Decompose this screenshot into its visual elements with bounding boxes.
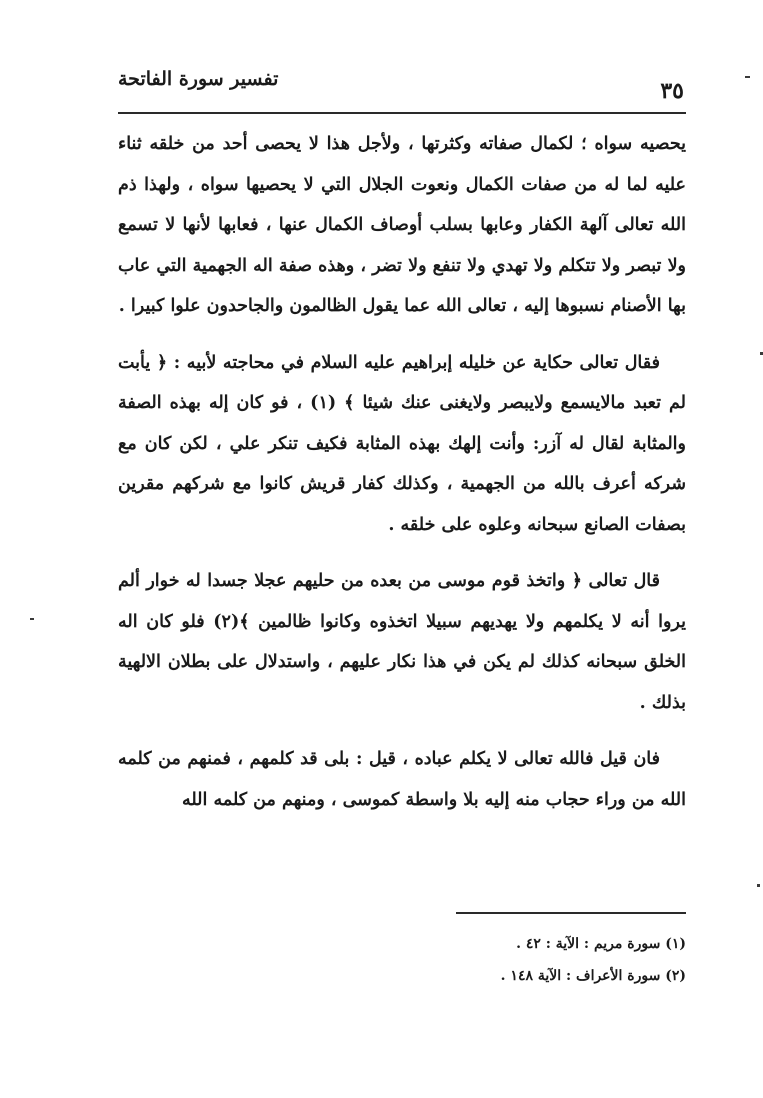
paragraph-gap: [118, 723, 686, 739]
page-number: ٣٥: [660, 78, 684, 104]
footnote-1: (١) سورة مريم : الآية : ٤٢ .: [516, 936, 686, 952]
header-rule: [118, 112, 686, 114]
running-title: تفسير سورة الفاتحة: [118, 68, 279, 90]
paragraph-gap: [118, 545, 686, 561]
footnote-rule: [456, 912, 686, 914]
footnotes: [418, 928, 686, 992]
scan-mark: [30, 618, 34, 620]
body-text: [118, 124, 686, 820]
paragraph-2: فقال تعالى حكاية عن خليله إبراهيم عليه السلام في محاجته لأبيه : ﴿ يأبت لم تعبد مالايسمع ولايبصر ولايغنى عنك شيئا ﴾ (١) ، فو كان إله بهذه الصفة والمثابة لقال له آزر: وأنت إلهك بهذه المثابة فكيف تنكر علي ، لكن كان مع شركه أعرف بالله من الجهمية ، وكذلك كفار قريش كانوا مع شركهم مقرين بصفات الصانع سبحانه وعلوه على خلقه .: [118, 352, 686, 535]
footnote-2: (٢) سورة الأعراف : الآية ١٤٨ .: [500, 968, 686, 984]
paragraph-3: قال تعالى ﴿ واتخذ قوم موسى من بعده من حليهم عجلا جسدا له خوار ألم يروا أنه لا يكلمهم ولا يهديهم سبيلا اتخذوه وكانوا ظالمين ﴾(٢) فلو كان اله الخلق سبحانه كذلك لم يكن في هذا نكار عليهم ، واستدلال على بطلان الالهية بذلك .: [118, 571, 686, 713]
scan-mark: [757, 884, 760, 887]
paragraph-1: يحصيه سواه ؛ لكمال صفاته وكثرتها ، ولأجل هذا لا يحصى أحد من خلقه ثناء عليه لما له من صفات الكمال ونعوت الجلال التي لا يحصيها سواه ، ولهذا ذم الله تعالى آلهة الكفار وعابها بسلب أوصاف الكمال عنها ، فعابها لأنها لا تسمع ولا تبصر ولا تتكلم ولا تهدي ولا تنفع ولا تضر ، وهذه صفة اله الجهمية التي عاب بها الأصنام نسبوها إليه ، تعالى الله عما يقول الظالمون والجاحدون علوا كبيرا .: [118, 134, 686, 316]
paragraph-4: فان قيل فالله تعالى لا يكلم عباده ، قيل : بلى قد كلمهم ، فمنهم من كلمه الله من وراء حجاب منه إليه بلا واسطة كموسى ، ومنهم من كلمه الله: [118, 749, 686, 810]
paragraph-gap: [118, 327, 686, 343]
scan-mark: [745, 76, 750, 78]
